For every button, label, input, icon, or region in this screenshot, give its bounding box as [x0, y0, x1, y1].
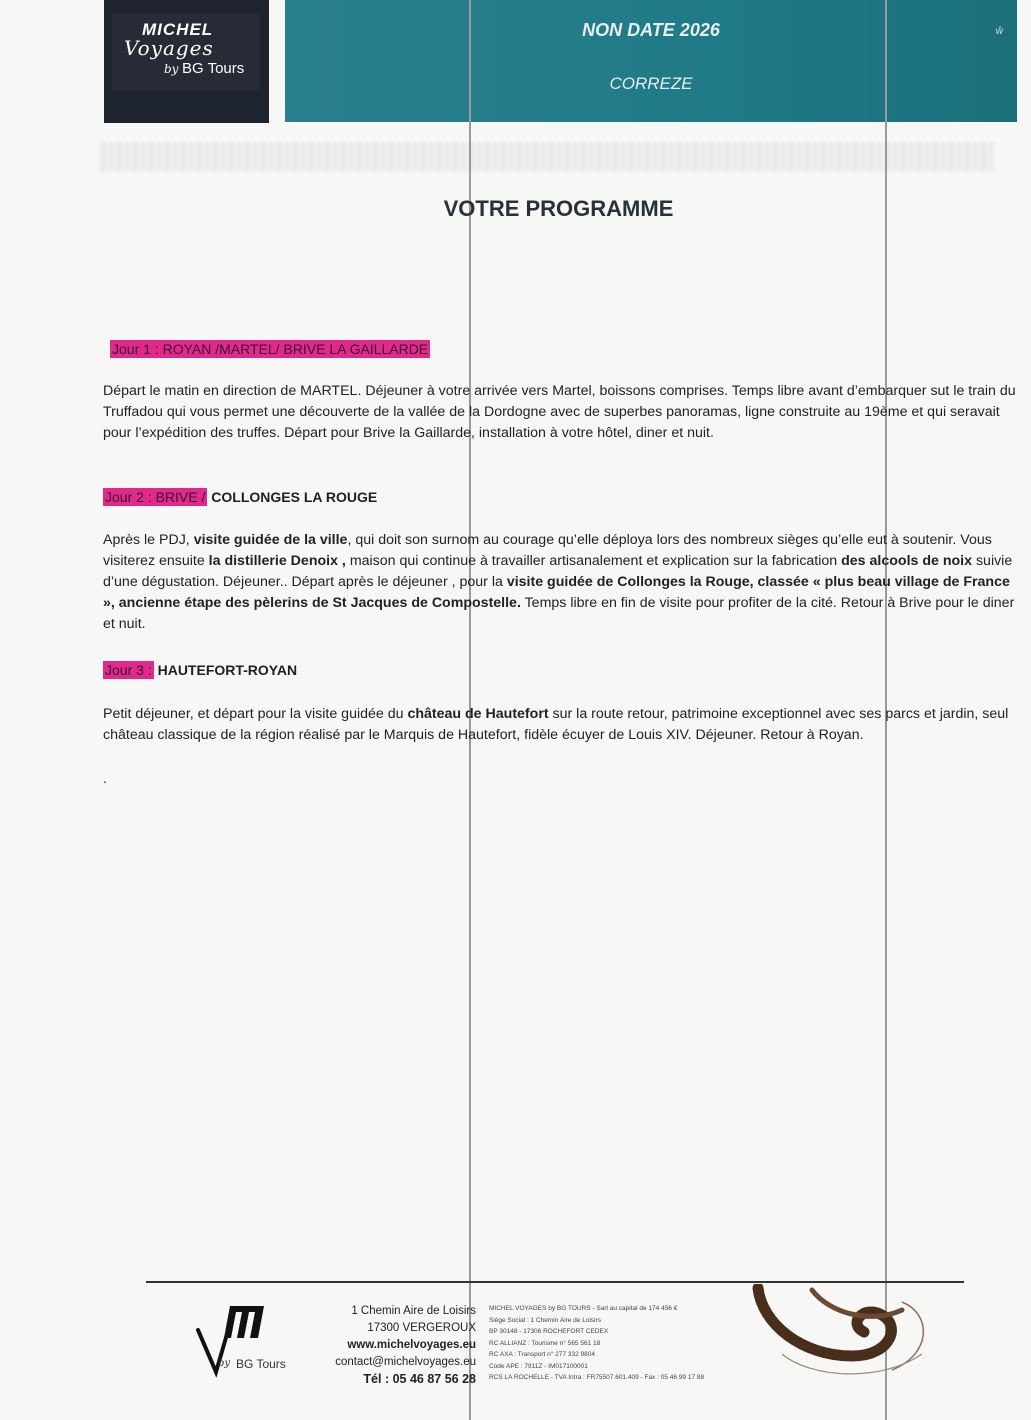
footer-legal [489, 1303, 759, 1384]
footer-logo-by: by [218, 1358, 231, 1369]
day-3-text: Petit déjeuner, et départ pour la visite guidée du château de Hautefort sur la route retour, patrimoine exceptionnel avec ses parcs et jardin, seul château classique de la région réalisé par le Marquis de Hautefort, fidèle écuyer de Louis XIV. Déjeuner. Retour à Royan. [103, 706, 1009, 743]
day-2-text: Après le PDJ, visite guidée de la ville, qui doit son surnom au courage qu’elle déploya lors des nombreux sièges qu’elle eut à soutenir. Vous visiterez ensuite la distillerie Denoix , maison qui continue à travailler artisanalement et explication sur la fabrication des alcools de noix suivie d’une dégustation. Déjeuner.. Départ après le déjeuner , pour la visite guidée de Collonges la Rouge, classée « plus beau village de France », ancienne étape des pèlerins de St Jacques de Compostelle. Temps libre en fin de visite pour profiter de la cité. Retour à Brive pour le diner et nuit. [103, 532, 1015, 632]
day-1-text: Départ le matin en direction de MARTEL. Déjeuner à votre arrivée vers Martel, boissons comprises. Temps libre avant d’embarquer sut le train du Truffadou qui vous permet une découverte de la vallée de la Dordogne avec de superbes panoramas, ligne construite au 19ème et qui seravait pour l’expédition des truffes. Départ pour Brive la Gaillarde, installation à votre hôtel, diner et nuit. [103, 383, 1016, 441]
legal-line: RC ALLIANZ : Tourisme n° 565 561 18 [489, 1339, 601, 1347]
logo-by: by [164, 62, 179, 76]
footer-address [300, 1303, 476, 1388]
company-logo [104, 0, 269, 123]
footer-logo-brand: BG Tours [236, 1357, 286, 1371]
website-link[interactable]: www.michelvoyages.eu [347, 1339, 476, 1351]
legal-line: Siège Social : 1 Chemin Aire de Loisirs [489, 1316, 602, 1324]
legal-line: MICHEL VOYAGES by BG TOURS - Sarl au capital de 174 456 € [489, 1305, 678, 1312]
day-2-heading: Jour 2 : BRIVE / COLLONGES LA ROUGE [105, 489, 378, 505]
swirl-decoration-icon [752, 1284, 947, 1384]
day-1-heading: Jour 1 : ROYAN /MARTEL/ BRIVE LA GAILLARDE [112, 341, 429, 357]
trailing-dot: . [103, 770, 107, 786]
page-title: VOTRE PROGRAMME [443, 196, 674, 221]
phone-number: Tél : 05 46 87 56 28 [363, 1372, 476, 1386]
email-link[interactable]: contact@michelvoyages.eu [335, 1356, 476, 1368]
day-3-heading: Jour 3 : HAUTEFORT-ROYAN [105, 662, 298, 678]
banner-corner-mark: ŵ [995, 26, 1003, 37]
banner-date: NON DATE 2026 [582, 20, 720, 40]
address-line-1: 1 Chemin Aire de Loisirs [351, 1305, 476, 1317]
footer-logo [194, 1300, 304, 1380]
logo-brand: BG Tours [182, 60, 245, 77]
logo-michel: MICHEL [142, 20, 214, 39]
address-line-2: 17300 VERGEROUX [367, 1322, 476, 1334]
faded-bleed-through [100, 142, 995, 172]
footer-divider [146, 1281, 964, 1283]
header-banner [285, 0, 1017, 122]
logo-voyages: Voyages [124, 36, 214, 60]
legal-line: RCS LA ROCHELLE - TVA Intra : FR75507.601.409 - Fax : 05 46 99 17 88 [489, 1374, 705, 1381]
legal-line: Code APE : 7911Z - IM017100001 [489, 1362, 588, 1370]
legal-line: RC AXA : Transport n° 277 332 9804 [489, 1351, 595, 1358]
banner-region: CORREZE [609, 74, 693, 93]
logo-panel [112, 14, 260, 90]
legal-line: BP 30148 - 17306 ROCHEFORT CEDEX [489, 1328, 609, 1335]
